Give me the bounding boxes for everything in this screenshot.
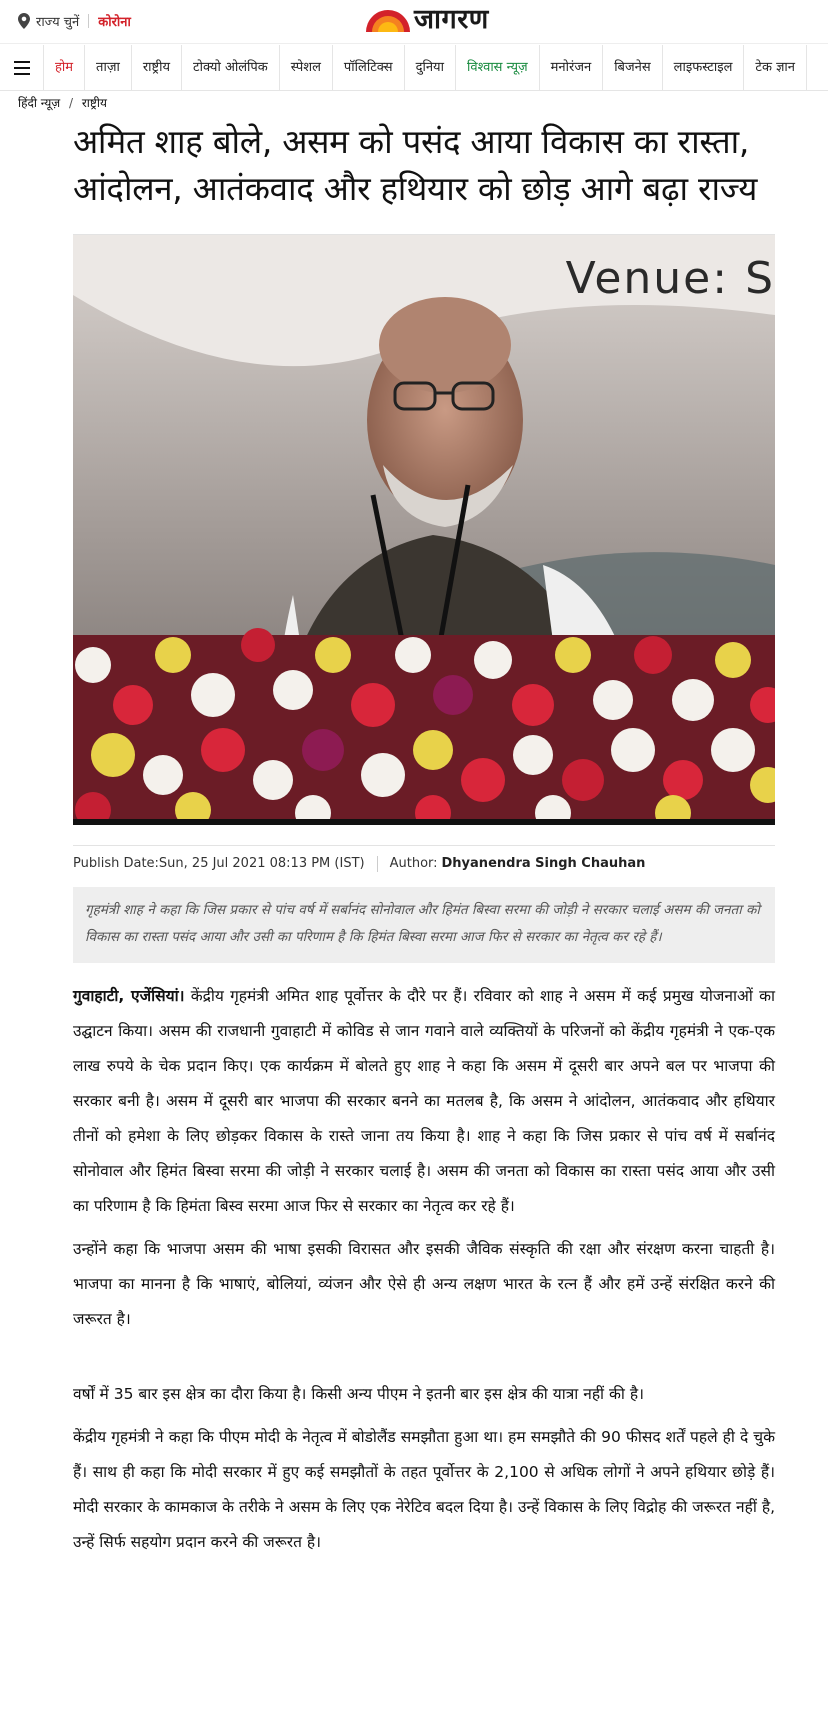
- author-label: Author:: [389, 856, 438, 871]
- nav-item[interactable]: विश्वास न्यूज़: [456, 45, 540, 91]
- article-paragraph: वर्षों में 35 बार इस क्षेत्र का दौरा किया है। किसी अन्य पीएम ने इतनी बार इस क्षेत्र की यात्रा नहीं की है।: [73, 1385, 644, 1403]
- main-navigation: [0, 45, 828, 91]
- article-photo: [73, 235, 775, 825]
- logo-text: जागरण: [414, 4, 489, 35]
- article-paragraph: केंद्रीय गृहमंत्री ने कहा कि पीएम मोदी के नेतृत्व में बोडोलैंड समझौता हुआ था। हम समझौते की 90 फीसद शर्तें पहले ही दे चुके हैं। साथ ही कहा कि मोदी सरकार में हुए कई समझौतों के तहत पूर्वोत्तर के 2,100 से अधिक लोगों ने अपने हथियार छोड़े हैं। मोदी सरकार के कामकाज के तरीके ने असम के लिए एक नेरेटिव बदल दिया है। उन्हें विकास के लिए विद्रोह की जरूरत नहीं है, उन्हें सिर्फ सहयोग प्रदान करने की जरूरत है।: [73, 1428, 775, 1551]
- article-headline: अमित शाह बोले, असम को पसंद आया विकास का रास्ता, आंदोलन, आतंकवाद और हथियार को छोड़ आगे बढ़ा राज्य: [73, 122, 758, 208]
- jagran-sun-logo-icon: [364, 6, 412, 34]
- article-summary: गृहमंत्री शाह ने कहा कि जिस प्रकार से पांच वर्ष में सर्बानंद सोनोवाल और हिमंत बिस्वा सरमा की जोड़ी ने सरकार चलाई असम की जनता को विकास का रास्ता पसंद आया और उसी का परिणाम है कि हिमंत बिस्वा सरमा आज फिर से सरकार का नेतृत्व कर रहे हैं।: [73, 887, 775, 963]
- site-logo[interactable]: [364, 6, 489, 34]
- breadcrumb-home[interactable]: हिंदी न्यूज़: [18, 96, 61, 110]
- nav-item[interactable]: राष्ट्रीय: [132, 45, 182, 91]
- nav-item[interactable]: पॉलिटिक्स: [333, 45, 405, 91]
- top-bar: [0, 0, 828, 44]
- nav-item[interactable]: टोक्यो ओलंपिक: [182, 45, 280, 91]
- nav-item[interactable]: दुनिया: [405, 45, 456, 91]
- flower-bed: [73, 628, 775, 825]
- divider: [377, 856, 378, 872]
- location-label[interactable]: राज्य चुनें: [36, 15, 80, 30]
- article-paragraph: उन्होंने कहा कि भाजपा असम की भाषा इसकी विरासत और इसकी जैविक संस्कृति की रक्षा और संरक्षण करना चाहती है। भाजपा का मानना है कि भाषाएं, बोलियां, व्यंजन और ऐसे ही अन्य लक्षण भारत के रत्न हैं और हमें उन्हें संरक्षित करने की जरूरत है।: [73, 1240, 775, 1328]
- nav-item[interactable]: ताज़ा: [85, 45, 132, 91]
- map-pin-icon: [18, 13, 30, 29]
- nav-item[interactable]: टेक ज्ञान: [744, 45, 807, 91]
- article-paragraph: [73, 979, 775, 1224]
- breadcrumb-section[interactable]: राष्ट्रीय: [81, 96, 107, 110]
- author-name[interactable]: Dhyanendra Singh Chauhan: [441, 856, 646, 871]
- corona-link[interactable]: कोरोना: [98, 15, 131, 30]
- photo-backdrop-text: Venue: S: [565, 253, 775, 304]
- nav-item[interactable]: होम: [44, 45, 85, 91]
- nav-item[interactable]: लाइफस्टाइल: [663, 45, 745, 91]
- nav-item[interactable]: मनोरंजन: [540, 45, 604, 91]
- article: [73, 118, 775, 1560]
- dateline: गुवाहाटी, एजेंसियां।: [73, 987, 185, 1005]
- photo-bottom-band: [73, 819, 775, 825]
- divider: [88, 14, 89, 28]
- paragraph-text: केंद्रीय गृहमंत्री अमित शाह पूर्वोत्तर के दौरे पर हैं। रविवार को शाह ने असम में कई प्रमुख योजनाओं का उद्घाटन किया। असम की राजधानी गुवाहाटी में कोविड से जान गवाने वाले व्यक्तियों के परिजनों को केंद्रीय गृहमंत्री ने एक-एक लाख रुपये के चेक प्रदान किए। एक कार्यक्रम में बोलते हुए शाह ने कहा कि असम में दूसरी बार अपने बल पर भाजपा की सरकार बनी है। असम में दूसरी बार भाजपा की सरकार बनने का मतलब है, कि असम ने आंदोलन, आतंकवाद और हथियार तीनों को हमेशा के लिए छोड़कर विकास के रास्ते जाना तय किया है। शाह ने कहा कि जिस प्रकार से पांच वर्ष में सर्बानंद सोनोवाल और हिमंत बिस्वा सरमा की जोड़ी ने सरकार चलाई है। असम की जनता को विकास का रास्ता पसंद आया और उसी का परिणाम है कि हिमंता बिस्व सरमा आज फिर से सरकार का नेतृत्व कर रहे हैं।: [73, 987, 775, 1215]
- article-meta: [73, 845, 775, 869]
- speaker-photo-illustration: [73, 235, 775, 825]
- breadcrumb: [18, 94, 107, 111]
- publish-date: Publish Date:Sun, 25 Jul 2021 08:13 PM (IST): [73, 856, 365, 871]
- nav-item[interactable]: बिजनेस: [603, 45, 662, 91]
- nav-item[interactable]: स्पेशल: [280, 45, 333, 91]
- location-selector[interactable]: [18, 12, 131, 30]
- breadcrumb-separator: /: [69, 96, 74, 110]
- hamburger-menu-icon[interactable]: [0, 45, 44, 91]
